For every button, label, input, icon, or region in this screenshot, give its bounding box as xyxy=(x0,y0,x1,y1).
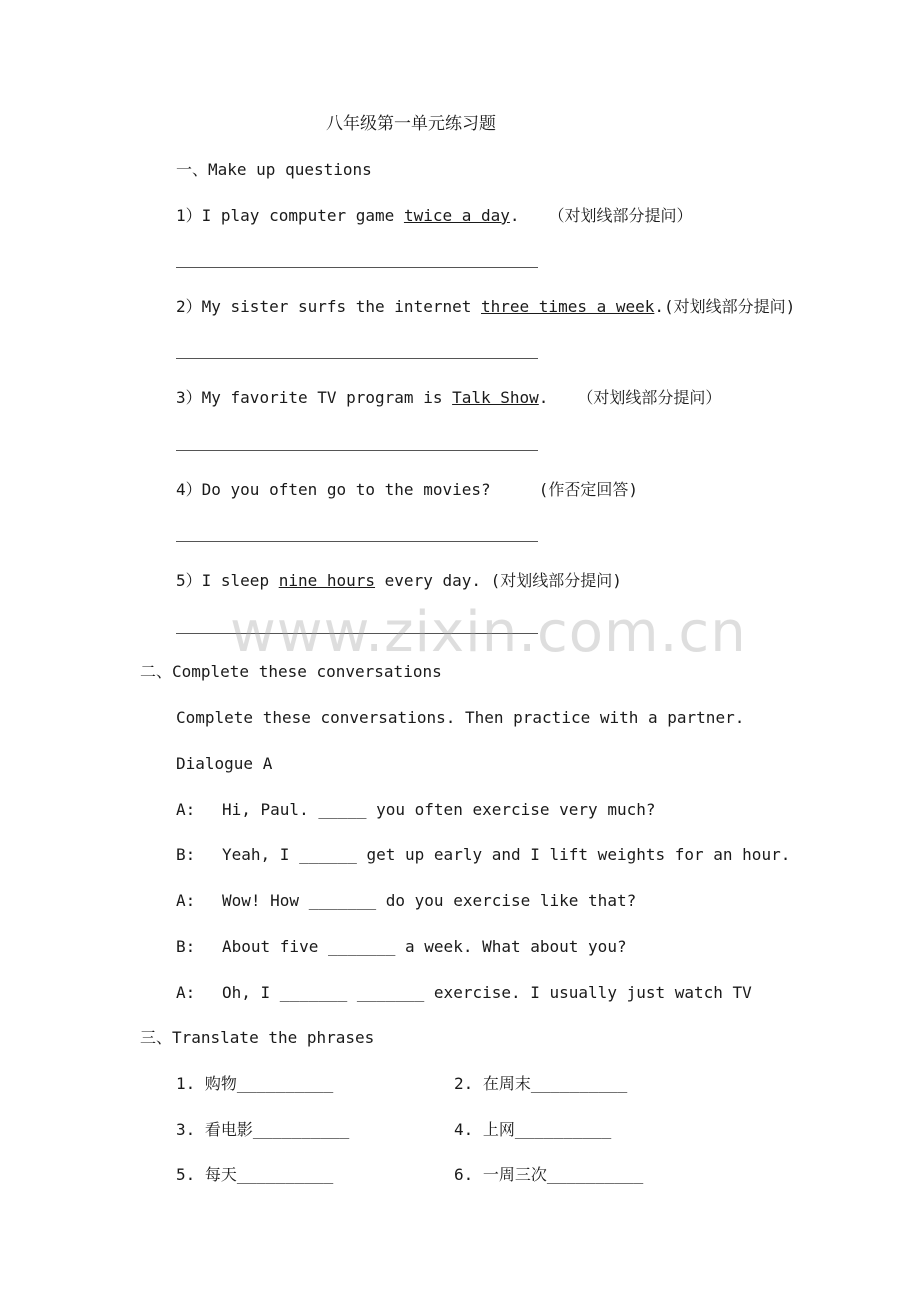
question-text: I sleep xyxy=(201,571,279,590)
question-instruction: . （对划线部分提问） xyxy=(509,206,693,225)
question-text: My favorite TV program is xyxy=(201,388,453,407)
question-4 xyxy=(176,480,638,500)
answer-line-1 xyxy=(176,267,538,268)
phrase-item: 6. 一周三次__________ xyxy=(454,1165,644,1184)
dialogue-speaker: A: xyxy=(176,983,196,1002)
question-1 xyxy=(176,206,692,226)
dialogue-line: Wow! How _______ do you exercise like that? xyxy=(222,891,637,910)
question-3 xyxy=(176,388,721,408)
section2-instruction: Complete these conversations. Then practice with a partner. xyxy=(176,708,745,727)
dialogue-line: Oh, I _______ _______ exercise. I usually just watch TV xyxy=(222,983,752,1002)
section2-heading: 二、Complete these conversations xyxy=(140,662,442,681)
dialogue-line: About five _______ a week. What about you? xyxy=(222,937,627,956)
question-number: 1） xyxy=(176,206,202,225)
section3-heading: 三、Translate the phrases xyxy=(140,1028,375,1047)
underlined-part: twice a day xyxy=(403,206,510,225)
underlined-part: nine hours xyxy=(278,571,376,590)
dialogue-line: Yeah, I ______ get up early and I lift weights for an hour. xyxy=(222,845,791,864)
phrase-item: 1. 购物__________ xyxy=(176,1074,334,1093)
answer-line-3 xyxy=(176,450,538,451)
dialogue-speaker: B: xyxy=(176,845,196,864)
watermark: www.zixin.com.cn xyxy=(230,600,747,665)
question-number: 2） xyxy=(176,297,202,316)
section1-heading: 一、Make up questions xyxy=(176,160,372,179)
question-instruction: . （对划线部分提问） xyxy=(538,388,722,407)
question-2 xyxy=(176,297,795,317)
underlined-part: three times a week xyxy=(481,297,655,316)
question-text: My sister surfs the internet xyxy=(201,297,481,316)
answer-line-4 xyxy=(176,541,538,542)
underlined-part: Talk Show xyxy=(452,388,539,407)
phrase-item: 2. 在周末__________ xyxy=(454,1074,628,1093)
question-instruction: .(对划线部分提问) xyxy=(654,297,796,316)
dialogue-speaker: A: xyxy=(176,891,196,910)
question-number: 5） xyxy=(176,571,202,590)
question-text: Do you often go to the movies? (作否定回答) xyxy=(201,480,639,499)
phrase-item: 5. 每天__________ xyxy=(176,1165,334,1184)
question-number: 4） xyxy=(176,480,202,499)
dialogue-title: Dialogue A xyxy=(176,754,273,773)
phrase-item: 3. 看电影__________ xyxy=(176,1120,350,1139)
phrase-item: 4. 上网__________ xyxy=(454,1120,612,1139)
question-number: 3） xyxy=(176,388,202,407)
dialogue-speaker: A: xyxy=(176,800,196,819)
question-text: I play computer game xyxy=(201,206,404,225)
question-instruction: every day. (对划线部分提问) xyxy=(375,571,622,590)
question-5 xyxy=(176,571,622,591)
dialogue-speaker: B: xyxy=(176,937,196,956)
page-title: 八年级第一单元练习题 xyxy=(326,114,496,134)
dialogue-line: Hi, Paul. _____ you often exercise very much? xyxy=(222,800,656,819)
answer-line-2 xyxy=(176,358,538,359)
